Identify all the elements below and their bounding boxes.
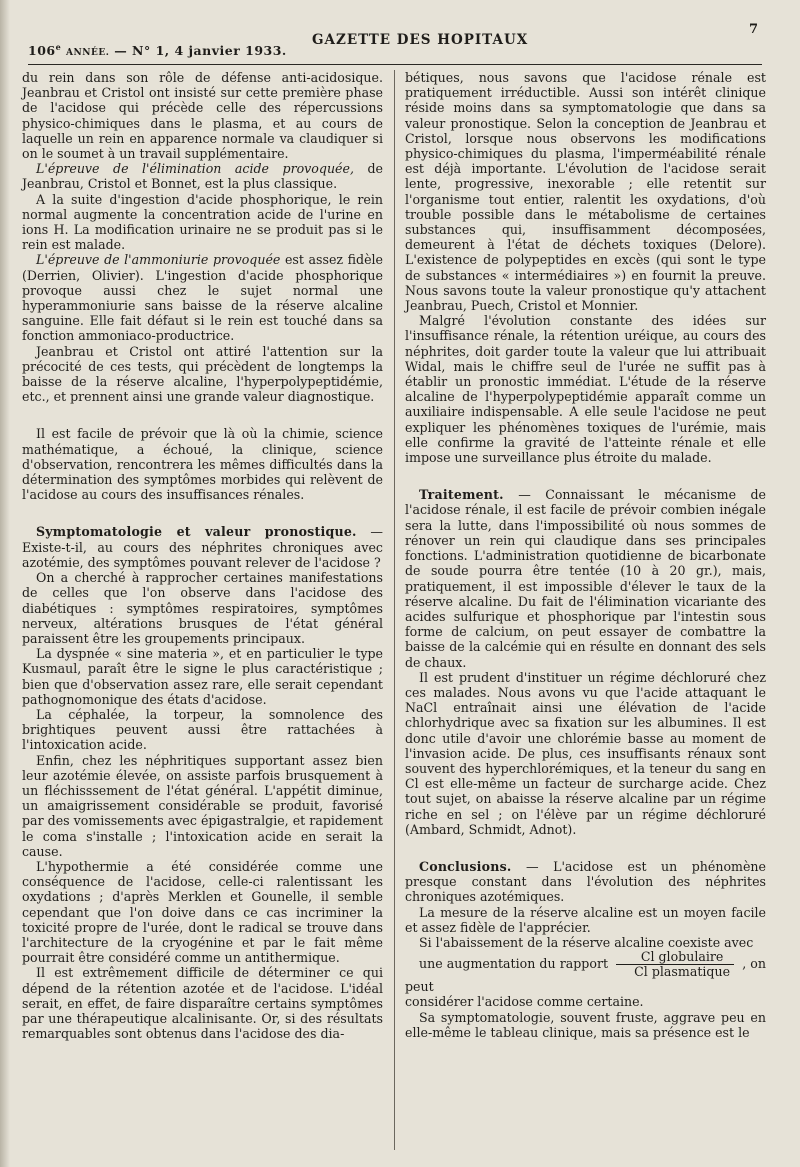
paragraph: Si l'abaissement de la réserve alcaline coexiste avec xyxy=(419,934,754,950)
article-columns xyxy=(22,70,766,1041)
issue-year-number: 106 xyxy=(28,43,56,59)
paragraph: Il est prudent d'instituer un régime déchloruré chez ces malades. Nous avons vu que l'acide attaquant le NaCl entraînait ainsi une élévation de l'acide chlorhydrique avec sa fixation sur les albumines. Il est donc utile d'avoir une chlorémie basse au moment de l'invasion acide. De plus, ces insuffisants rénaux sont souvent des hyperchlorémiques, et la teneur du sang en Cl est elle-même un facteur de surcharge acide. Chez tout sujet, on abaisse la réserve alcaline par un régime riche en sel ; on l'élève par un régime déchloruré (Ambard, Schmidt, Adnot). xyxy=(405,669,766,837)
paragraph: A la suite d'ingestion d'acide phosphorique, le rein normal augmente la concentration acide de l'urine en ions H. La modification urinaire ne se produit pas si le rein est malade. xyxy=(22,191,383,253)
paragraph-text: est assez fidèle (Derrien, Olivier). L'ingestion d'acide phosphorique provoque aussi chez le sujet normal une hyperammoniurie sans baisse de la réserve alcaline sanguine. Elle fait défaut si le rein est touché dans sa fonction ammoniaco-productrice. xyxy=(22,252,384,344)
paragraph: bétiques, nous savons que l'acidose rénale est pratiquement irréductible. Aussi son intérêt clinique réside moins dans sa symptomatologie que dans sa valeur pronostique. Selon la conception de Jeanbrau et Cristol, lorsque nous observons les modifications physico-chimiques du plasma, l'imperméabilité rénale est déjà importante. L'évolution de l'acidose serait lente, progressive, inexorable ; elle retentit sur l'organisme tout entier, ralentit les oxydations, d'où trouble possible dans le métabolisme de certaines substances qui, insuffisamment décomposées, demeurent à l'état de déchets toxiques (Delore). L'existence de polypeptides en excès (qui sont le type de substances « intermédiaires ») en fournit la preuve. Nous savons toute la valeur pronostique qu'y attachent Jeanbrau, Puech, Cristol et Monnier. xyxy=(405,70,766,314)
paragraph: Malgré l'évolution constante des idées sur l'insuffisance rénale, la rétention uréique, au cours des néphrites, doit garder toute la valeur que lui attribuait Widal, mais le chiffre seul de l'urée ne suffit pas à établir un pronostic immédiat. L'étude de la réserve alcaline de l'hyperpolypeptidémie apparaît comme un auxiliaire indispensable. A elle seule l'acidose ne peut expliquer les phénomènes toxiques de l'urémie, mais elle confirme la gravité de l'atteinte rénale et elle impose une surveillance plus étroite du malade. xyxy=(405,313,766,466)
test-name: L'épreuve de l'ammoniurie provoquée xyxy=(36,252,281,268)
paragraph-text: de Jeanbrau, Cristol et Bonnet, est la plus classique. xyxy=(22,161,383,192)
ratio-line xyxy=(405,950,766,994)
paragraph: Jeanbrau et Cristol ont attiré l'attention sur la précocité de ces tests, qui précèdent de longtemps la baisse de la réserve alcaline, l'hyperpolypeptidémie, etc., et prennent ainsi une grande valeur diagnostique. xyxy=(22,343,383,405)
paragraph xyxy=(405,487,766,669)
paragraph: On a cherché à rapprocher certaines manifestations de celles que l'on observe dans l'acidose des diabétiques : symptômes respiratoires, symptômes nerveux, altérations brusques de l'état général paraissent être les groupements principaux. xyxy=(22,570,383,646)
chloride-ratio-fraction xyxy=(616,950,734,979)
paragraph: Il est extrêmement difficile de déterminer ce qui dépend de la rétention azotée et de l'acidose. L'idéal serait, en effet, de faire disparaître certains symptômes par une thérapeutique alcalinisante. Or, si des résultats remarquables sont obtenus dans l'acidose des dia- xyxy=(22,965,383,1042)
issue-number-date: — N° 1, 4 janvier 1933. xyxy=(114,43,287,59)
header-rule xyxy=(28,64,762,65)
paragraph-text: — Connaissant le mécanisme de l'acidose rénale, il est facile de prévoir combien inégale sera la lutte, dans l'impossibilité où nous sommes de rénover un rein qui claudique dans ses principales fonctions. L'administration quotidienne de bicarbonate de soude pourra être tentée (10 à 20 gr.), mais, pratiquement, il est impossible d'élever le taux de la réserve alcaline. Du fait de l'élimination vicariante des acides sulfurique et phosphorique par l'intestin sous forme de calcium, on peut essayer de combattre la baisse de la calcémie qui en résulte en donnant des sels de chaux. xyxy=(405,487,766,670)
test-name: L'épreuve de l'élimination acide provoquée, xyxy=(36,161,354,177)
paragraph: Sa symptomatologie, souvent fruste, aggrave peu en elle-même le tableau clinique, mais sa présence est le xyxy=(405,1009,766,1040)
right-column xyxy=(405,70,766,1041)
issue-year-word: ANNÉE. xyxy=(66,48,110,59)
fraction-numerator: Cl globulaire xyxy=(616,950,734,965)
column-separator xyxy=(394,70,395,1150)
paragraph-text: — L'acidose est un phénomène presque constant dans l'évolution des néphrites chroniques azotémiques. xyxy=(405,858,766,905)
paragraph xyxy=(22,524,383,570)
page-spine-shadow xyxy=(0,0,10,1167)
paragraph: L'hypothermie a été considérée comme une conséquence de l'acidose, celle-ci ralentissant les oxydations ; d'après Merklen et Gounelle, il semble cependant que l'on doive dans ce cas incriminer la toxicité propre de l'urée, dont le radical se trouve dans l'architecture de la cryogénine et par le fait même pourrait être considéré comme un antithermique. xyxy=(22,858,383,966)
section-heading: Traitement. xyxy=(419,487,504,503)
left-column xyxy=(22,70,383,1041)
paragraph xyxy=(405,859,766,905)
issue-info xyxy=(28,42,287,58)
paragraph: Il est facile de prévoir que là où la chimie, science mathématique, a échoué, la clinique, science d'observation, rencontrera les mêmes difficultés dans la détermination des symptômes morbides qui relèvent de l'acidose au cours des insuffisances rénales. xyxy=(22,426,383,503)
paragraph xyxy=(22,161,383,191)
ratio-text-before: une augmentation du rapport xyxy=(419,956,609,972)
paragraph-text: — Existe-t-il, au cours des néphrites chroniques avec azotémie, des symptômes pouvant relever de l'acidose ? xyxy=(22,524,383,570)
paragraph: La mesure de la réserve alcaline est un moyen facile et assez fidèle de l'apprécier. xyxy=(405,904,766,935)
paragraph: La dyspnée « sine materia », et en particulier le type Kusmaul, paraît être le signe le plus caractéristique ; bien que d'observation assez rare, elle serait cependant pathognomonique des états d'acidose. xyxy=(22,646,383,707)
paragraph xyxy=(22,252,383,343)
paragraph: du rein dans son rôle de défense anti-acidosique. Jeanbrau et Cristol ont insisté sur cette première phase de l'acidose qui précède celle des répercussions physico-chimiques dans le plasma, et au cours de laquelle un rein en apparence normale va claudiquer si on le soumet à un travail supplémentaire. xyxy=(22,70,383,162)
page-number: 7 xyxy=(748,22,758,37)
paragraph: considérer l'acidose comme certaine. xyxy=(405,994,644,1010)
section-heading: Symptomatologie et valeur pronostique. xyxy=(36,524,357,540)
paragraph: Enfin, chez les néphritiques supportant assez bien leur azotémie élevée, on assiste parfois brusquement à un fléchisssement de l'état général. L'appétit diminue, un amaigrissement considérable se produit, favorisé par des vomissements avec épigastralgie, et rapidement le coma s'installe ; l'intoxication acide en serait la cause. xyxy=(22,752,383,859)
page-header xyxy=(22,22,766,62)
fraction-denominator: Cl plasmatique xyxy=(634,964,731,980)
paragraph: La céphalée, la torpeur, la somnolence des brightiques peuvent aussi être rattachées à l'intoxication acide. xyxy=(22,706,383,753)
issue-year-sup: e xyxy=(55,42,62,52)
ratio-text-after: , on peut xyxy=(405,956,766,995)
journal-title: GAZETTE DES HOPITAUX xyxy=(312,32,529,48)
section-heading: Conclusions. xyxy=(419,858,512,874)
